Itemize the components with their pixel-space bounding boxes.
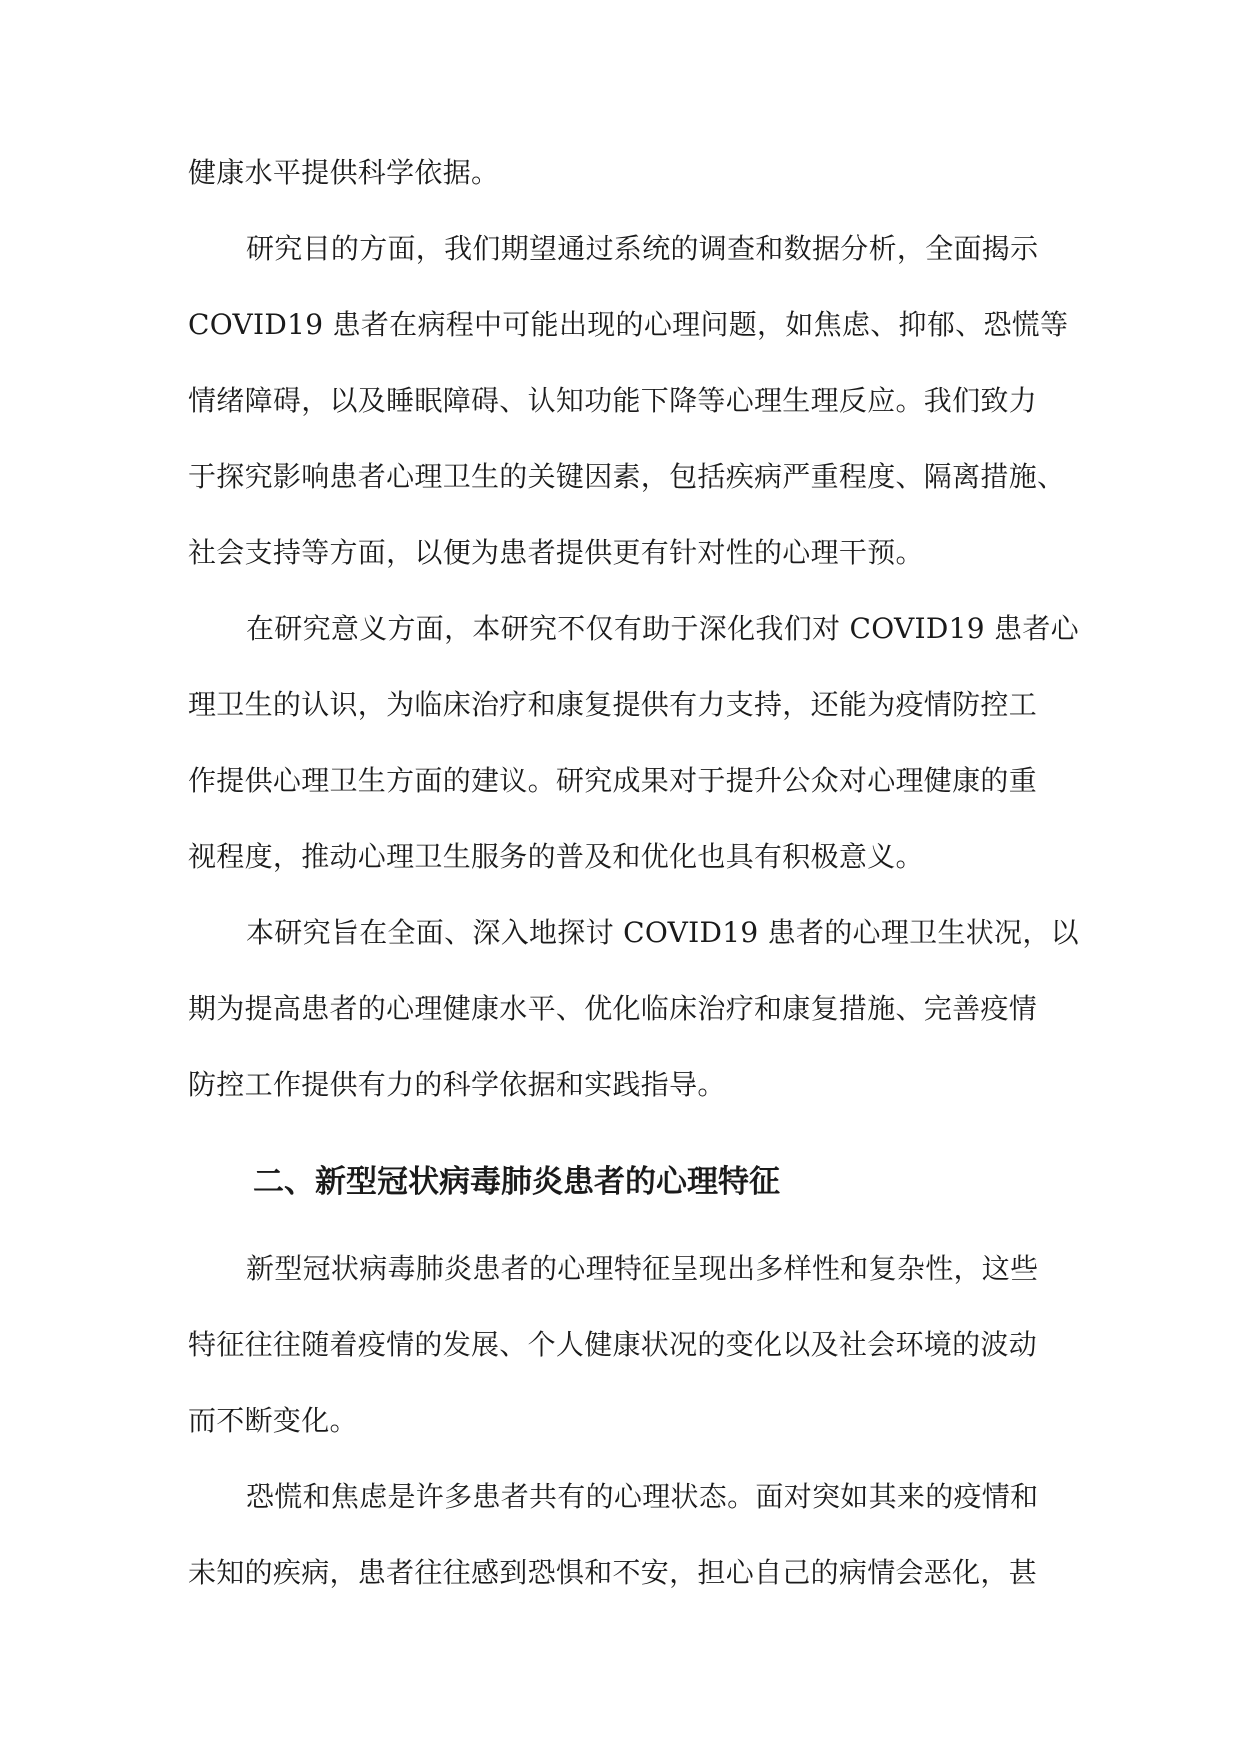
paragraph-line: 而不断变化。 — [188, 1404, 358, 1437]
paragraph-line: 理卫生的认识，为临床治疗和康复提供有力支持，还能为疫情防控工 — [188, 688, 1038, 721]
paragraph-line: 健康水平提供科学依据。 — [188, 156, 500, 189]
paragraph-line: 情绪障碍，以及睡眠障碍、认知功能下降等心理生理反应。我们致力 — [188, 384, 1038, 417]
body-text-section-1 — [188, 135, 1079, 1123]
paragraph-line: 视程度，推动心理卫生服务的普及和优化也具有积极意义。 — [188, 840, 924, 873]
paragraph-line: 在研究意义方面，本研究不仅有助于深化我们对 COVID19 患者心 — [246, 612, 1079, 645]
paragraph-line: 本研究旨在全面、深入地探讨 COVID19 患者的心理卫生状况，以 — [246, 916, 1079, 949]
paragraph-line: 作提供心理卫生方面的建议。研究成果对于提升公众对心理健康的重 — [188, 764, 1038, 797]
paragraph-line: 特征往往随着疫情的发展、个人健康状况的变化以及社会环境的波动 — [188, 1328, 1038, 1361]
paragraph-line: 未知的疾病，患者往往感到恐惧和不安，担心自己的病情会恶化，甚 — [188, 1556, 1038, 1589]
section-heading: 二、新型冠状病毒肺炎患者的心理特征 — [253, 1164, 780, 1200]
paragraph-line: 防控工作提供有力的科学依据和实践指导。 — [188, 1068, 726, 1101]
paragraph-line: 期为提高患者的心理健康水平、优化临床治疗和康复措施、完善疫情 — [188, 992, 1038, 1025]
paragraph-line: 新型冠状病毒肺炎患者的心理特征呈现出多样性和复杂性，这些 — [246, 1252, 1039, 1285]
paragraph-line: 社会支持等方面，以便为患者提供更有针对性的心理干预。 — [188, 536, 924, 569]
paragraph-line: 研究目的方面，我们期望通过系统的调查和数据分析，全面揭示 — [246, 232, 1039, 265]
paragraph-line: 恐慌和焦虑是许多患者共有的心理状态。面对突如其来的疫情和 — [246, 1480, 1039, 1513]
body-text-section-2 — [188, 1231, 1054, 1611]
paragraph-line: COVID19 患者在病程中可能出现的心理问题，如焦虑、抑郁、恐慌等 — [188, 308, 1069, 341]
paragraph-line: 于探究影响患者心理卫生的关键因素，包括疾病严重程度、隔离措施、 — [188, 460, 1066, 493]
